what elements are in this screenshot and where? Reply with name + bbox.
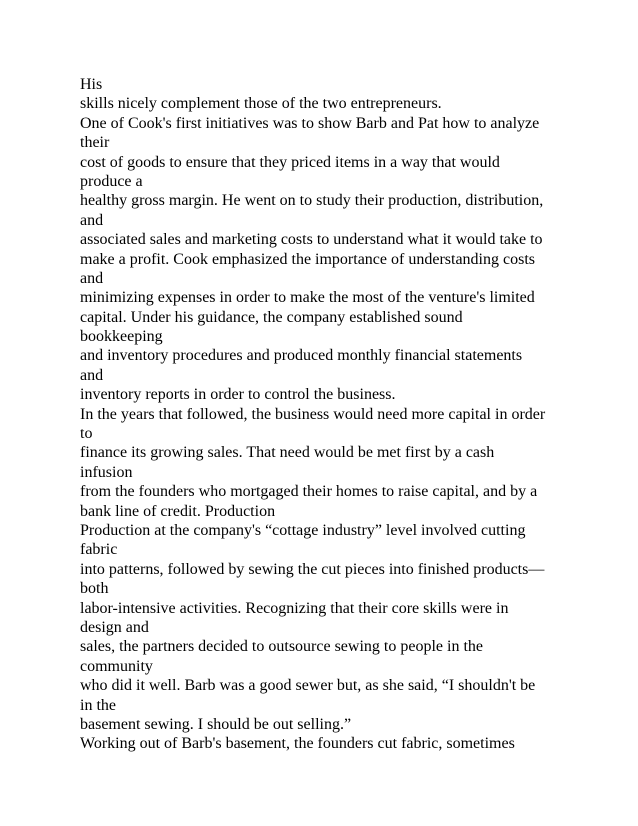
text-line: associated sales and marketing costs to understand what it would take to [80, 231, 543, 249]
text-line: to [80, 425, 93, 443]
text-line: sales, the partners decided to outsource sewing to people in the [80, 638, 483, 656]
text-line: basement sewing. I should be out selling.” [80, 715, 352, 733]
text-line: fabric [80, 541, 118, 559]
text-line: from the founders who mortgaged their homes to raise capital, and by a [80, 483, 538, 501]
text-line: healthy gross margin. He went on to study their production, distribution, [80, 192, 544, 210]
body-text [80, 75, 600, 754]
text-line: bookkeeping [80, 328, 163, 346]
text-line: in the [80, 696, 116, 714]
text-line: and [80, 211, 104, 229]
text-line: community [80, 657, 153, 675]
text-line: infusion [80, 463, 133, 481]
text-line: and [80, 269, 104, 287]
text-line: into patterns, followed by sewing the cut pieces into finished products— [80, 560, 545, 578]
text-line: design and [80, 618, 149, 636]
text-line: In the years that followed, the business would need more capital in order [80, 405, 546, 423]
text-line: both [80, 580, 109, 598]
text-line: One of Cook's first initiatives was to show Barb and Pat how to analyze [80, 114, 540, 132]
text-line: their [80, 134, 110, 152]
text-line: capital. Under his guidance, the company established sound [80, 308, 463, 326]
text-line: Working out of Barb's basement, the founders cut fabric, sometimes [80, 735, 515, 753]
text-line: and inventory procedures and produced monthly financial statements [80, 347, 523, 365]
text-line: His [80, 76, 103, 93]
text-line: and [80, 366, 104, 384]
text-line: skills nicely complement those of the two entrepreneurs. [80, 95, 442, 113]
text-line: who did it well. Barb was a good sewer but, as she said, “I shouldn't be [80, 677, 536, 695]
text-line: inventory reports in order to control the business. [80, 386, 396, 404]
text-line: minimizing expenses in order to make the most of the venture's limited [80, 289, 535, 307]
text-line: Production at the company's “cottage industry” level involved cutting [80, 521, 526, 539]
text-line: make a profit. Cook emphasized the importance of understanding costs [80, 250, 535, 268]
text-line: produce a [80, 172, 143, 190]
text-line: bank line of credit. Production [80, 502, 276, 520]
text-line: labor-intensive activities. Recognizing that their core skills were in [80, 599, 509, 617]
text-line: cost of goods to ensure that they priced items in a way that would [80, 153, 500, 171]
text-line: finance its growing sales. That need would be met first by a cash [80, 444, 495, 462]
